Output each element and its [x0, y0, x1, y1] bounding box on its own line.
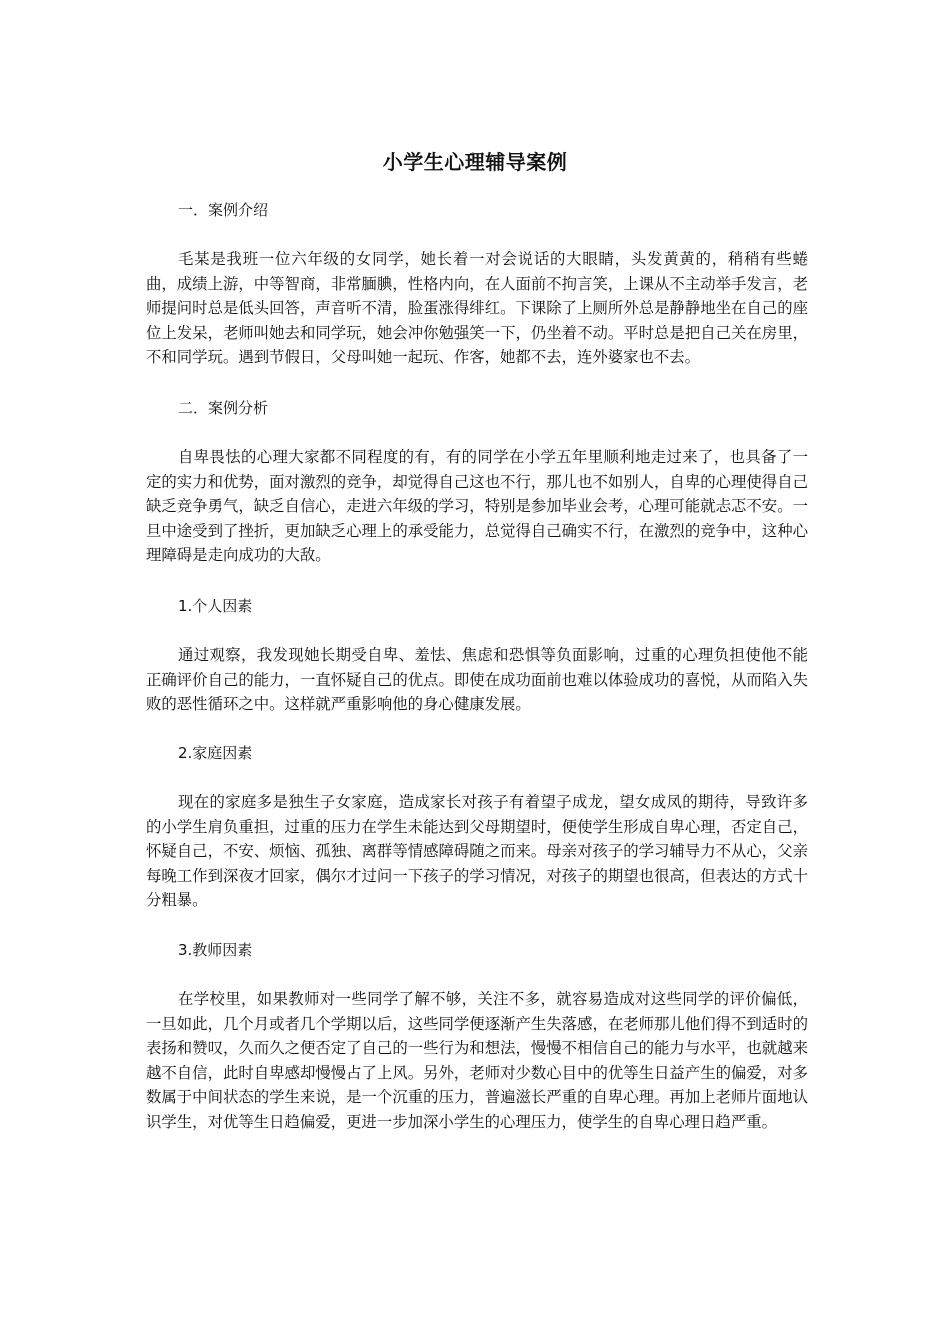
subheading-personal-factors: 1.个人因素 [178, 597, 253, 615]
subheading-family-factors: 2.家庭因素 [178, 744, 253, 762]
subheading-teacher-factors: 3.教师因素 [178, 941, 253, 959]
document-title: 小学生心理辅导案例 [382, 150, 568, 174]
paragraph-case-intro: 毛某是我班一位六年级的女同学，她长着一对会说话的大眼睛，头发黄黄的，稍稍有些蜷曲，成绩上游，中等智商，非常腼腆，性格内向，在人面前不拘言笑，上课从不主动举手发言，老师提问时总是低头回答，声音听不清，脸蛋涨得绯红。下课除了上厕所外总是静静地坐在自己的座位上发呆，老师叫她去和同学玩，她会冲你勉强笑一下，仍坐着不动。平时总是把自己关在房里，不和同学玩。遇到节假日，父母叫她一起玩、作客，她都不去，连外婆家也不去。 [146, 250, 808, 366]
paragraph-family-factors: 现在的家庭多是独生子女家庭，造成家长对孩子有着望子成龙，望女成凤的期待，导致许多的小学生肩负重担，过重的压力在学生未能达到父母期望时，便使学生形成自卑心理，否定自己，怀疑自己，不安、烦恼、孤独、离群等情感障碍随之而来。母亲对孩子的学习辅导力不从心，父亲每晚工作到深夜才回家，偶尔才过问一下孩子的学习情况，对孩子的期望也很高，但表达的方式十分粗暴。 [146, 793, 808, 909]
section-heading-case-analysis: 二．案例分析 [178, 399, 269, 417]
section-heading-case-intro: 一．案例介绍 [178, 201, 269, 219]
paragraph-case-analysis: 自卑畏怯的心理大家都不同程度的有，有的同学在小学五年里顺利地走过来了，也具备了一定的实力和优势，面对激烈的竞争，却觉得自己这也不行，那儿也不如别人，自卑的心理使得自己缺乏竞争勇气，缺乏自信心，走进六年级的学习，特别是参加毕业会考，心理可能就忐忑不安。一旦中途受到了挫折，更加缺乏心理上的承受能力，总觉得自己确实不行，在激烈的竞争中，这种心理障碍是走向成功的大敌。 [146, 448, 808, 564]
paragraph-teacher-factors: 在学校里，如果教师对一些同学了解不够，关注不多，就容易造成对这些同学的评价偏低，一旦如此，几个月或者几个学期以后，这些同学便逐渐产生失落感，在老师那儿他们得不到适时的表扬和赞叹，久而久之便否定了自己的一些行为和想法，慢慢不相信自己的能力与水平，也就越来越不自信，此时自卑感却慢慢占了上风。另外，老师对少数心目中的优等生日益产生的偏爱，对多数属于中间状态的学生来说，是一个沉重的压力，普遍滋长严重的自卑心理。再加上老师片面地认识学生，对优等生日趋偏爱，更进一步加深小学生的心理压力，使学生的自卑心理日趋严重。 [146, 990, 808, 1131]
paragraph-personal-factors: 通过观察，我发现她长期受自卑、羞怯、焦虑和恐惧等负面影响，过重的心理负担使他不能正确评价自己的能力，一直怀疑自己的优点。即使在成功面前也难以体验成功的喜悦，从而陷入失败的恶性循环之中。这样就严重影响他的身心健康发展。 [146, 646, 808, 713]
